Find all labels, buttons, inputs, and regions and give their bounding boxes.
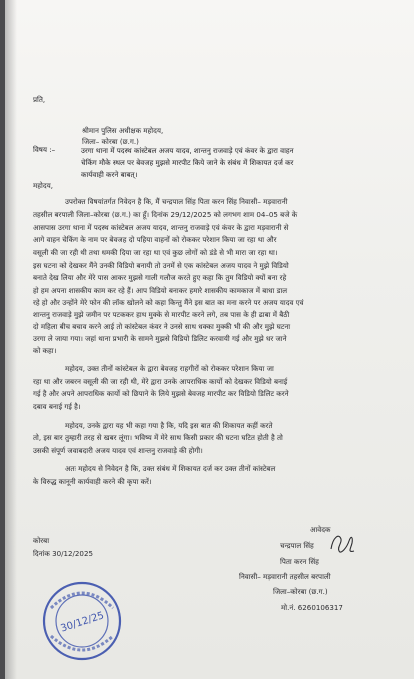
- letter-page: [5, 0, 414, 679]
- para2-line-2: रहा था और जबरन वसूली की जा रही थी, मेरे द्वारा उनके आपराधिक कार्यो को देखकर विडियो बनाई: [33, 377, 288, 386]
- addressee-line-2: जिला– कोरबा (छ.ग.): [82, 137, 139, 146]
- applicant-label: आवेदक: [310, 525, 331, 534]
- para1-line-8: हो हम अपना शासकीय काम कर रहे हैं। आप विडियो बनाकर हमारे शासकीय कामकाज में बाधा डाल: [33, 286, 288, 295]
- para1-line-10: शान्तनु राजवाड़े मुझे जमीन पर पटककर हाथ मुक्के से मारपीट करने लगे, तब पास के ही ढाबा में बैठी: [33, 310, 290, 319]
- police-station-stamp: [41, 580, 123, 662]
- para4-line-1: अतः महोदय से निवेदन है कि, उक्त संबंध में शिकायत दर्ज कर उक्त तीनों कांस्टेबल: [65, 464, 276, 473]
- para1-line-9: रहे हो और उन्होंने मेरे फोन की लॉक खोलने को कहा किन्तु मैंने इस बात का मना करने पर अजय यादव एवं: [33, 298, 304, 307]
- para2-line-4: दबाव बनाई गई है।: [33, 402, 81, 411]
- para4-line-2: के विरुद्ध कानूनी कार्यवाही करने की कृपा करें।: [33, 477, 152, 486]
- para1-line-13: को कहा।: [33, 346, 57, 355]
- stamp-date: 30/12/25: [59, 610, 106, 635]
- applicant-father: पिता करन सिंह: [280, 557, 319, 566]
- para1-line-12: उरगा ले जाया गया। जहां थाना प्रभारी के सामने मुझसे विडियो डिलिट करवायी गई और मुझे धर जाने: [33, 334, 287, 343]
- to-label: प्रति,: [33, 95, 46, 104]
- para1-line-6: इस घटना को देखकर मैंने उनकी विडियो बनायी तो उनमें से एक कांस्टेबल अजय यादव ने मुझे विडियो: [33, 261, 289, 270]
- subject-line-2: चेकिंग मौके स्थल पर बेवजह मुझसे मारपीट किये जाने के संबंध में शिकायत दर्ज कर: [81, 158, 294, 167]
- para1-line-11: दो महिला बीच बचाव करने आई तो कांस्टेबल कंवर ने उनसे साथ धक्का मुक्की भी की और मुझे घटना: [33, 322, 291, 331]
- para1-line-7: बनाते देख लिया और मेरे पास आकर मुझसे गाली गलौज करते हुए कहा कि तुम विडियो क्यों बना रहे: [33, 273, 287, 282]
- para1-line-1: उपरोक्त विषयांतर्गत निवेदन है कि, मैं चन्द्रपाल सिंह पिता करन सिंह निवासी– मड़वारानी: [65, 197, 288, 206]
- applicant-address-1: निवासी– मड़वारानी तहसील बरपाली: [239, 572, 331, 581]
- para1-line-3: आसपास उरगा थाना में पदस्थ कांस्टेबल अजय यादव, शान्तनु राजवाड़े एवं कंवर के द्वारा मड़वारानी से: [33, 223, 289, 232]
- para3-line-3: उसकी संपूर्ण जवाबदारी अजय यादव एवं शान्तनु राजवाड़े की होगी।: [33, 446, 203, 455]
- page-shadow: [5, 0, 17, 679]
- applicant-mobile: मो.नं. 6260106317: [281, 603, 343, 612]
- para3-line-1: महोदय, उनके द्वारा यह भी कहा गया है कि, यदि इस बात की शिकायत कहीं करते: [65, 421, 273, 430]
- subject-label: विषय :–: [33, 145, 56, 154]
- closing-date: दिनांक 30/12/2025: [33, 549, 93, 558]
- para1-line-4: आगे वाहन चेकिंग के नाम पर बेवजह दो पहिया वाहनों को रोककर परेशान किया जा रहा था और: [33, 235, 277, 244]
- closing-place: कोरबा: [33, 536, 50, 545]
- para1-line-5: वसूली की जा रही थी तथा धमकी दिया जा रहा था एवं कुछ लोगों को डंडे से भी मारा जा रहा था।: [33, 248, 278, 257]
- para2-line-3: गई है और अपने आपराधिक कार्यो को छिपाने के लिये मुझसे बेवजह मारपीट कर विडियो डिलिट करने: [33, 389, 289, 398]
- applicant-name: चन्द्रपाल सिंह: [280, 541, 314, 550]
- subject-line-1: उरगा थाना में पदस्थ कांस्टेबल अजय यादव, शान्तनु राजवाड़े एवं कंवर के द्वारा वाहन: [81, 146, 294, 155]
- para1-line-2: तहसील बरपाली जिला–कोरबा (छ.ग.) का हूँ। दिनांक 29/12/2025 को लगभग शाम 04–05 बजे के: [33, 210, 298, 219]
- subject-line-3: कार्यवाही करने बाबत्।: [81, 170, 138, 179]
- para2-line-1: महोदय, उक्त तीनों कांस्टेबल के द्वारा बेवजह राहगीरों को रोककर परेशान किया जा: [65, 364, 274, 373]
- signature-mark: [327, 529, 357, 557]
- applicant-address-2: जिला–कोरबा (छ.ग.): [273, 587, 328, 596]
- addressee-line-1: श्रीमान पुलिस अधीक्षक महोदय,: [82, 126, 164, 135]
- salutation: महोदय,: [33, 181, 53, 190]
- para3-line-2: तो, इस बार तुम्हारी तरह से खबर लूंगा। भविष्य में मेरे साथ किसी प्रकार की घटना घटित होती है तो: [33, 433, 283, 442]
